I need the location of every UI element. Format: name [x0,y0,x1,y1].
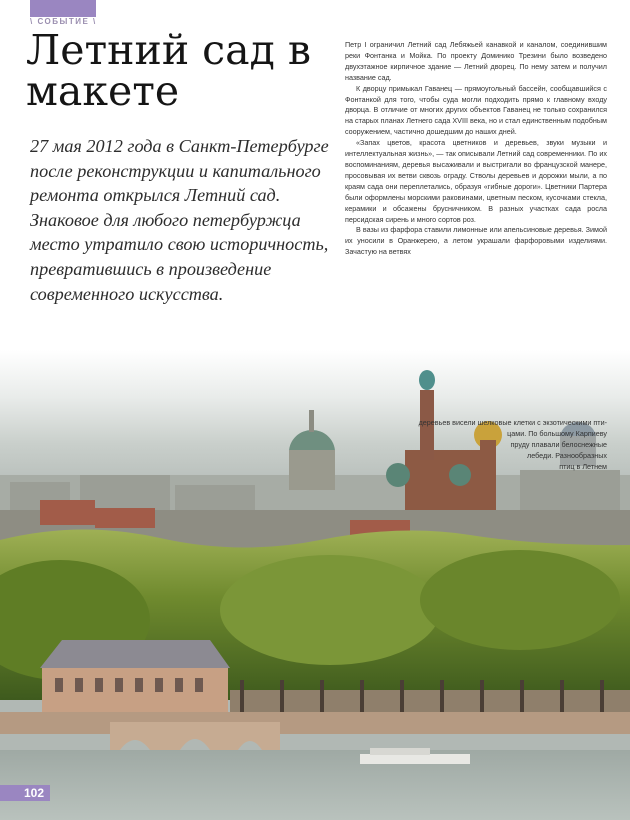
right-paragraph-2: К дворцу примыкал Гаванец — прямоугольный бассейн, сообщавшийся с Фонтанкой для того, чтобы суда могли подходить прямо к главному входу дворца. В отличие от многих других объектов Гаванец не только сохранился на старых планах Летнего сада XVIII века, но и стал единственным подобным сооружением, частично дошедшим до наших дней. [345,83,607,137]
section-color-tab [30,0,96,17]
lead-paragraph: 27 мая 2012 года в Санкт-Петербурге после реконструкции и капитального ремонта открылся Летний сад. Знаковое для любого петербуржца место утратило свою историчность, превратившись в произведение современного искусства. [30,136,329,304]
right-paragraph-3: «Запах цветов, красота цветников и деревьев, звуки музыки и интеллектуальная жизнь», — так описывали Летний сад современники. По их воспоминаниям, деревья высаживали и выстригали во французской манере, просовывая их ветви сквозь ограду. Стволы деревьев и дорожки мыли, а по краям сада они переплетались, образуя «гибные дороги». Цветники Партера были оформлены морскими раковинами, цветным песком, кусочками стекла, керамики и обсажены брусничником. В разных участках сада росла персидская сирень и много сортов роз. [345,138,607,224]
headline: Летний сад в макете [26,26,311,115]
page-number: 102 [0,785,50,801]
wrap-line-5: птиц в Летнем [559,462,607,471]
right-column [345,40,607,258]
wrap-line-3: пруду плавали белоснежные [510,440,607,449]
right-paragraph-4: В вазы из фарфора ставили лимонные или апельсиновые деревья. Зимой их уносили в Оранжерею, а летом украшали фарфоровыми изделиями. Зачастую на ветвях [345,225,607,257]
wrap-line-1: деревьев висели шелковые клетки с экзотическими пти- [418,418,607,427]
wrap-line-2: цами. По большому Карпиеву [507,429,607,438]
right-paragraph-1: Петр I ограничил Летний сад Лебяжьей канавкой и каналом, соединившим реки Фонтанка и Мойка. По проекту Доминико Трезини было возведено двухэтажное кирпичное здание — Летний дворец. По нему затем и получил название сад. [345,40,607,82]
section-label: \ СОБЫТИЕ \ [30,17,97,26]
wrap-line-4: лебеди. Разнообразных [527,451,607,460]
